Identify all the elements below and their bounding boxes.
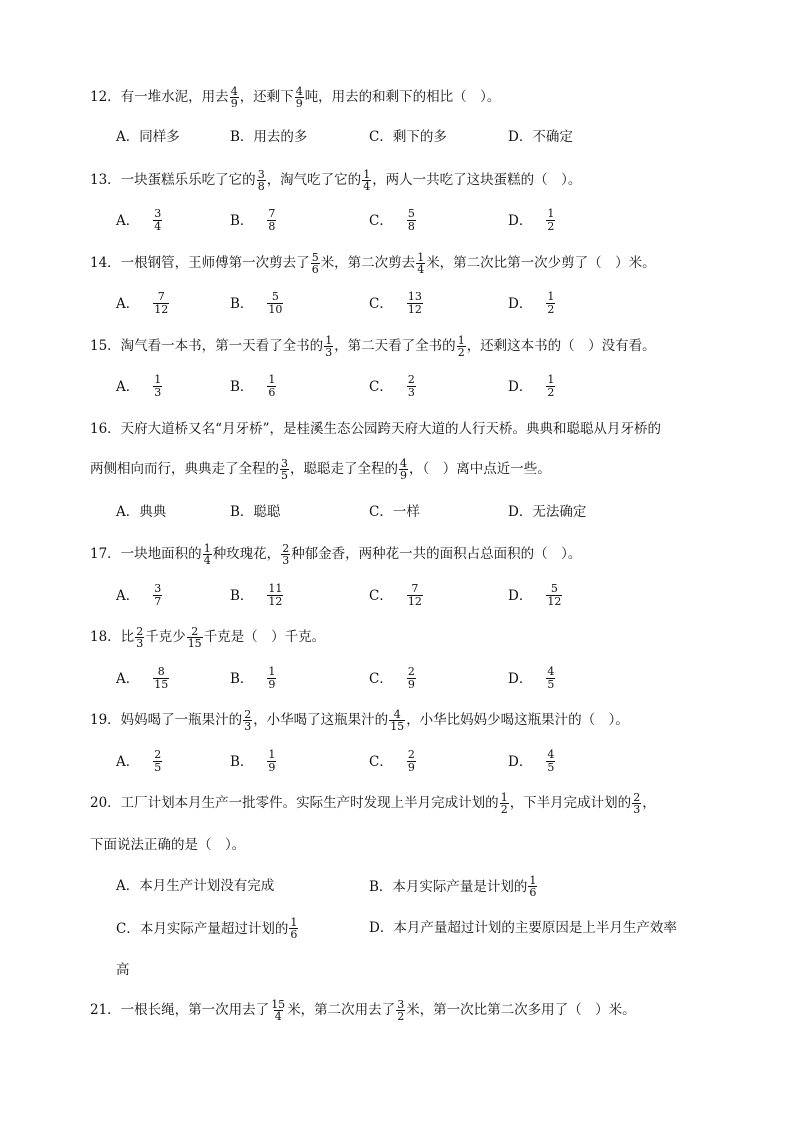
option-label: A．: [116, 753, 140, 770]
numerator: 1: [268, 373, 276, 386]
fraction: [153, 374, 162, 399]
denominator: 2: [457, 346, 465, 359]
numerator: 5: [311, 251, 319, 264]
numerator: 1: [154, 373, 162, 386]
denominator: 4: [417, 263, 425, 276]
option-label: B．本月实际产量是计划的: [369, 878, 528, 895]
option-label: D．: [508, 670, 533, 687]
fraction: [407, 208, 416, 233]
option-a[interactable]: [116, 875, 274, 897]
fraction: [153, 666, 169, 691]
question-13: [90, 169, 730, 192]
numerator: 13: [407, 290, 422, 303]
option-c[interactable]: [369, 501, 420, 523]
fraction: [153, 208, 162, 233]
denominator: 2: [547, 303, 555, 316]
denominator: 8: [268, 220, 276, 233]
option-a[interactable]: [116, 374, 163, 399]
fraction: [153, 749, 162, 774]
denominator: 3: [325, 346, 333, 359]
option-label: A．: [116, 295, 140, 312]
q14-text-3: 米，第二次比第一次少剪了（ ）米。: [426, 255, 656, 271]
option-label: B．用去的多: [230, 129, 308, 145]
option-d[interactable]: [508, 291, 556, 316]
numerator: 1: [363, 168, 371, 181]
denominator: 4: [154, 220, 162, 233]
numerator: 1: [203, 542, 211, 555]
denominator: 2: [547, 220, 555, 233]
option-a[interactable]: [116, 749, 163, 774]
q19-text-1: 19．妈妈喝了一瓶果汁的: [90, 712, 243, 728]
option-a[interactable]: [116, 126, 180, 148]
option-c[interactable]: [369, 208, 417, 233]
option-c[interactable]: [369, 291, 424, 316]
denominator: 12: [407, 595, 422, 608]
denominator: 2: [397, 1010, 405, 1023]
denominator: 5: [547, 761, 555, 774]
numerator: 3: [257, 168, 265, 181]
numerator: 3: [154, 582, 162, 595]
numerator: 2: [633, 791, 641, 804]
option-b[interactable]: [230, 291, 284, 316]
option-label: B．: [230, 212, 254, 229]
option-label: D．: [508, 212, 533, 229]
fraction: [280, 458, 289, 481]
numerator: 1: [268, 665, 276, 678]
denominator: 15: [154, 678, 169, 691]
option-label: B．: [230, 378, 254, 395]
q20-text-3: ，: [642, 795, 656, 811]
denominator: 3: [244, 720, 252, 733]
q12-text-1: 12．有一堆水泥，用去: [90, 89, 229, 105]
q17-text-3: 种郁金香，两种花一共的面积占总面积的（ ）。: [291, 546, 582, 562]
denominator: 3: [633, 803, 641, 816]
fraction: [407, 291, 423, 316]
option-label: A．: [116, 587, 140, 604]
fraction: [311, 252, 320, 275]
numerator: 3: [397, 998, 405, 1011]
fraction: [187, 626, 203, 649]
denominator: 4: [203, 554, 211, 567]
fraction: [416, 252, 425, 275]
option-label: D．: [508, 295, 533, 312]
numerator: 3: [154, 207, 162, 220]
numerator: 1: [457, 334, 465, 347]
option-b[interactable]: [230, 208, 277, 233]
option-b[interactable]: [369, 875, 538, 898]
option-c[interactable]: [369, 749, 417, 774]
denominator: 9: [230, 97, 238, 110]
option-label: D．: [508, 587, 533, 604]
option-b[interactable]: [230, 501, 280, 523]
option-d[interactable]: [508, 126, 573, 148]
numerator: 2: [407, 665, 415, 678]
fraction: [230, 86, 239, 109]
q18-text-1: 18．比: [90, 629, 135, 645]
q13-text-3: ，两人一共吃了这块蛋糕的（ ）。: [372, 172, 582, 188]
option-label: B．聪聪: [230, 504, 281, 520]
denominator: 15: [390, 720, 405, 733]
numerator: 7: [157, 290, 165, 303]
denominator: 3: [407, 386, 415, 399]
q12-text-2: ，还剩下: [239, 89, 294, 105]
numerator: 4: [295, 85, 303, 98]
option-c[interactable]: [369, 583, 424, 608]
fraction: [546, 749, 555, 774]
option-b[interactable]: [230, 126, 307, 148]
option-label: C．本月实际产量超过计划的: [116, 920, 289, 937]
fraction: [407, 583, 423, 608]
question-16-line-2: [90, 458, 730, 481]
numerator: 3: [281, 457, 288, 470]
fraction: [399, 458, 408, 481]
question-18: [90, 626, 730, 649]
denominator: 8: [407, 220, 415, 233]
q16-text-2: 两侧相向而行，典典走了全程的: [90, 461, 279, 477]
numerator: 1: [529, 874, 537, 887]
numerator: 8: [157, 665, 165, 678]
question-12: [90, 86, 730, 109]
q20-text-1: 20．工厂计划本月生产一批零件。实际生产时发现上半月完成计划的: [90, 795, 499, 811]
q15-text-2: ，第二天看了全书的: [334, 338, 456, 354]
numerator: 5: [271, 290, 279, 303]
fraction: [267, 208, 276, 233]
fraction: [407, 374, 416, 399]
fraction: [267, 583, 283, 608]
question-17: [90, 543, 730, 566]
option-a[interactable]: [116, 501, 166, 523]
option-label: C．: [369, 295, 393, 312]
denominator: 4: [363, 180, 371, 193]
denominator: 8: [257, 180, 265, 193]
option-label: D．: [508, 753, 533, 770]
q14-text-2: 米，第二次剪去: [320, 255, 416, 271]
denominator: 6: [268, 386, 276, 399]
fraction: [528, 875, 537, 898]
denominator: 9: [407, 761, 415, 774]
numerator: 5: [407, 207, 415, 220]
fraction: [267, 291, 283, 316]
denominator: 15: [187, 637, 202, 650]
option-label: A．: [116, 670, 140, 687]
option-label: C．: [369, 212, 393, 229]
q13-text-2: ，淘气吃了它的: [266, 172, 362, 188]
q12-text-3: 吨，用去的和剩下的相比（ ）。: [304, 89, 501, 105]
denominator: 9: [400, 469, 407, 482]
option-c[interactable]: [369, 126, 447, 148]
numerator: 1: [417, 251, 425, 264]
option-label: C．: [369, 753, 393, 770]
denominator: 9: [268, 678, 276, 691]
q14-text-1: 14．一根钢管，王师傅第一次剪去了: [90, 255, 310, 271]
option-label: C．: [369, 378, 393, 395]
q20-text-2: ，下半月完成计划的: [509, 795, 632, 811]
fraction: [267, 666, 276, 691]
q18-text-3: 千克是（ ）千克。: [203, 629, 326, 645]
denominator: 6: [529, 886, 537, 899]
option-b[interactable]: [230, 749, 277, 774]
fraction: [203, 543, 212, 566]
option-a[interactable]: [116, 291, 170, 316]
option-c[interactable]: [116, 917, 299, 940]
option-b[interactable]: [230, 666, 277, 691]
fraction: [500, 792, 509, 815]
numerator: 4: [393, 708, 401, 721]
q18-text-2: 千克少: [145, 629, 186, 645]
fraction: [546, 291, 555, 316]
fraction: [267, 374, 276, 399]
numerator: 1: [290, 916, 298, 929]
fraction: [362, 169, 371, 192]
fraction: [389, 709, 405, 732]
denominator: 2: [500, 803, 508, 816]
option-label: C．: [369, 670, 393, 687]
option-d[interactable]: [508, 583, 563, 608]
question-20-line-1: [90, 792, 730, 815]
fraction: [546, 208, 555, 233]
option-b[interactable]: [230, 583, 284, 608]
denominator: 12: [154, 303, 169, 316]
denominator: 2: [547, 386, 555, 399]
option-label: B．: [230, 587, 254, 604]
fraction: [153, 583, 162, 608]
numerator: 7: [411, 582, 419, 595]
fraction: [407, 666, 416, 691]
question-16-line-1: [90, 418, 730, 440]
denominator: 9: [407, 678, 415, 691]
option-d[interactable]: [508, 208, 556, 233]
option-a[interactable]: [116, 583, 163, 608]
fraction: [457, 335, 466, 358]
fraction: [632, 792, 641, 815]
q17-text-2: 种玫瑰花，: [212, 546, 281, 562]
option-c[interactable]: [369, 374, 417, 399]
numerator: 4: [547, 665, 555, 678]
option-d[interactable]: [508, 666, 556, 691]
q20-text-4: 下面说法正确的是（ ）。: [90, 837, 246, 853]
numerator: 2: [407, 373, 415, 386]
option-label: B．: [230, 753, 254, 770]
option-label: 高: [116, 962, 130, 978]
numerator: 1: [547, 373, 555, 386]
numerator: 11: [268, 582, 283, 595]
question-14: [90, 252, 730, 275]
q13-text-1: 13．一块蛋糕乐乐吃了它的: [90, 172, 256, 188]
denominator: 3: [282, 554, 290, 567]
q15-text-3: ，还剩这本书的（ ）没有看。: [466, 338, 656, 354]
q21-text-1: 21．一根长绳，第一次用去了: [90, 1002, 270, 1018]
option-d-continued: [116, 959, 130, 981]
fraction: [546, 666, 555, 691]
numerator: 5: [550, 582, 558, 595]
option-b[interactable]: [230, 374, 277, 399]
numerator: 1: [325, 334, 333, 347]
option-a[interactable]: [116, 666, 170, 691]
numerator: 4: [400, 457, 407, 470]
option-label: A．本月生产计划没有完成: [116, 878, 275, 894]
q16-text-3: ，聪聪走了全程的: [290, 461, 398, 477]
numerator: 1: [268, 748, 276, 761]
option-label: D．: [508, 378, 533, 395]
denominator: 3: [154, 386, 162, 399]
q19-text-3: ，小华比妈妈少喝这瓶果汁的（ ）。: [406, 712, 629, 728]
fraction: [396, 999, 405, 1022]
numerator: 2: [191, 625, 199, 638]
option-a[interactable]: [116, 208, 163, 233]
option-label: A．: [116, 212, 140, 229]
question-20-line-2: [90, 834, 730, 856]
numerator: 1: [547, 207, 555, 220]
numerator: 7: [268, 207, 276, 220]
numerator: 2: [154, 748, 162, 761]
question-15: [90, 335, 730, 358]
option-c[interactable]: [369, 666, 417, 691]
denominator: 12: [547, 595, 562, 608]
denominator: 12: [268, 595, 283, 608]
option-label: B．: [230, 670, 254, 687]
option-label: D．不确定: [508, 129, 573, 145]
fraction: [270, 999, 286, 1022]
numerator: 1: [547, 290, 555, 303]
q21-text-3: 米，第一次比第二次多用了（ ）米。: [406, 1002, 636, 1018]
numerator: 2: [407, 748, 415, 761]
fraction: [267, 749, 276, 774]
denominator: 12: [407, 303, 422, 316]
numerator: 2: [244, 708, 252, 721]
option-label: B．: [230, 295, 254, 312]
numerator: 1: [500, 791, 508, 804]
fraction: [295, 86, 304, 109]
fraction: [257, 169, 266, 192]
denominator: 6: [311, 263, 319, 276]
fraction: [407, 749, 416, 774]
denominator: 10: [268, 303, 283, 316]
q21-text-2: 米，第二次用去了: [287, 1002, 396, 1018]
denominator: 3: [136, 637, 144, 650]
option-label: C．一样: [369, 504, 420, 520]
fraction: [546, 583, 562, 608]
denominator: 4: [274, 1010, 282, 1023]
denominator: 5: [281, 469, 288, 482]
fraction: [324, 335, 333, 358]
numerator: 15: [271, 998, 286, 1011]
fraction: [135, 626, 144, 649]
option-d[interactable]: [508, 749, 556, 774]
q17-text-1: 17．一块地面积的: [90, 546, 202, 562]
numerator: 2: [282, 542, 290, 555]
q16-text-4: ，（ ）离中点近一些。: [409, 461, 551, 477]
question-21: [90, 999, 730, 1022]
denominator: 9: [295, 97, 303, 110]
option-label: C．剩下的多: [369, 129, 447, 145]
option-label: A．同样多: [116, 129, 180, 145]
denominator: 5: [154, 761, 162, 774]
denominator: 6: [290, 928, 298, 941]
option-d[interactable]: [508, 501, 586, 523]
option-label: A．典典: [116, 504, 167, 520]
denominator: 7: [154, 595, 162, 608]
fraction: [153, 291, 169, 316]
fraction: [289, 917, 298, 940]
denominator: 9: [268, 761, 276, 774]
fraction: [281, 543, 290, 566]
option-label: C．: [369, 587, 393, 604]
numerator: 4: [547, 748, 555, 761]
q16-text-1: 16．天府大道桥又名“月牙桥”，是桂溪生态公园跨天府大道的人行天桥。典典和聪聪从月牙桥的: [90, 421, 661, 437]
numerator: 4: [230, 85, 238, 98]
option-label: D．无法确定: [508, 504, 587, 520]
fraction: [243, 709, 252, 732]
option-d[interactable]: [508, 374, 556, 399]
option-label: A．: [116, 378, 140, 395]
q15-text-1: 15．淘气看一本书，第一天看了全书的: [90, 338, 324, 354]
numerator: 2: [136, 625, 144, 638]
option-label: D．本月产量超过计划的主要原因是上半月生产效率: [369, 920, 677, 936]
question-19: [90, 709, 730, 732]
option-d[interactable]: [369, 917, 677, 939]
denominator: 5: [547, 678, 555, 691]
fraction: [546, 374, 555, 399]
q19-text-2: ，小华喝了这瓶果汁的: [253, 712, 389, 728]
